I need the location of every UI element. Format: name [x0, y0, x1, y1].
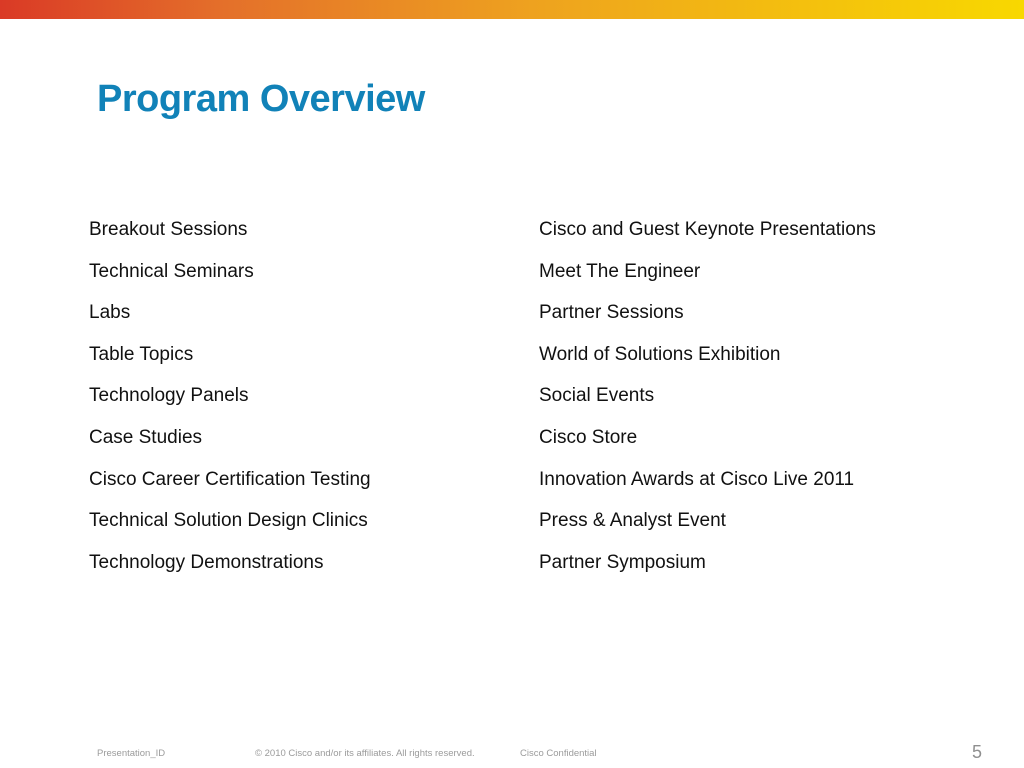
program-list-left-column: [89, 209, 529, 583]
program-list-right-column: [539, 209, 979, 583]
list-item: Cisco and Guest Keynote Presentations: [539, 219, 876, 240]
list-item: Cisco Career Certification Testing: [89, 468, 371, 490]
list-item: Meet The Engineer: [539, 260, 701, 282]
list-item: World of Solutions Exhibition: [539, 343, 781, 365]
list-item: Partner Symposium: [539, 551, 706, 573]
page-title: Program Overview: [97, 78, 425, 120]
list-item: Technology Panels: [89, 385, 249, 407]
list-item: Cisco Store: [539, 426, 638, 448]
list-item: Technology Demonstrations: [89, 551, 324, 573]
list-item: Technical Seminars: [89, 260, 254, 282]
list-item: Partner Sessions: [539, 302, 684, 324]
list-item: Labs: [89, 302, 131, 324]
footer-confidential-label: Cisco Confidential: [520, 748, 597, 759]
list-item: Technical Solution Design Clinics: [89, 510, 368, 532]
footer-copyright: © 2010 Cisco and/or its affiliates. All rights reserved.: [255, 748, 475, 759]
list-item: Press & Analyst Event: [539, 510, 726, 532]
page-number: 5: [972, 742, 983, 762]
list-item: Innovation Awards at Cisco Live 2011: [539, 468, 855, 490]
list-item: Table Topics: [89, 343, 194, 365]
list-item: Social Events: [539, 385, 655, 407]
brand-gradient-bar: [0, 0, 1024, 19]
footer-presentation-id: Presentation_ID: [97, 748, 166, 759]
list-item: Case Studies: [89, 426, 203, 448]
list-item: Breakout Sessions: [89, 219, 248, 240]
